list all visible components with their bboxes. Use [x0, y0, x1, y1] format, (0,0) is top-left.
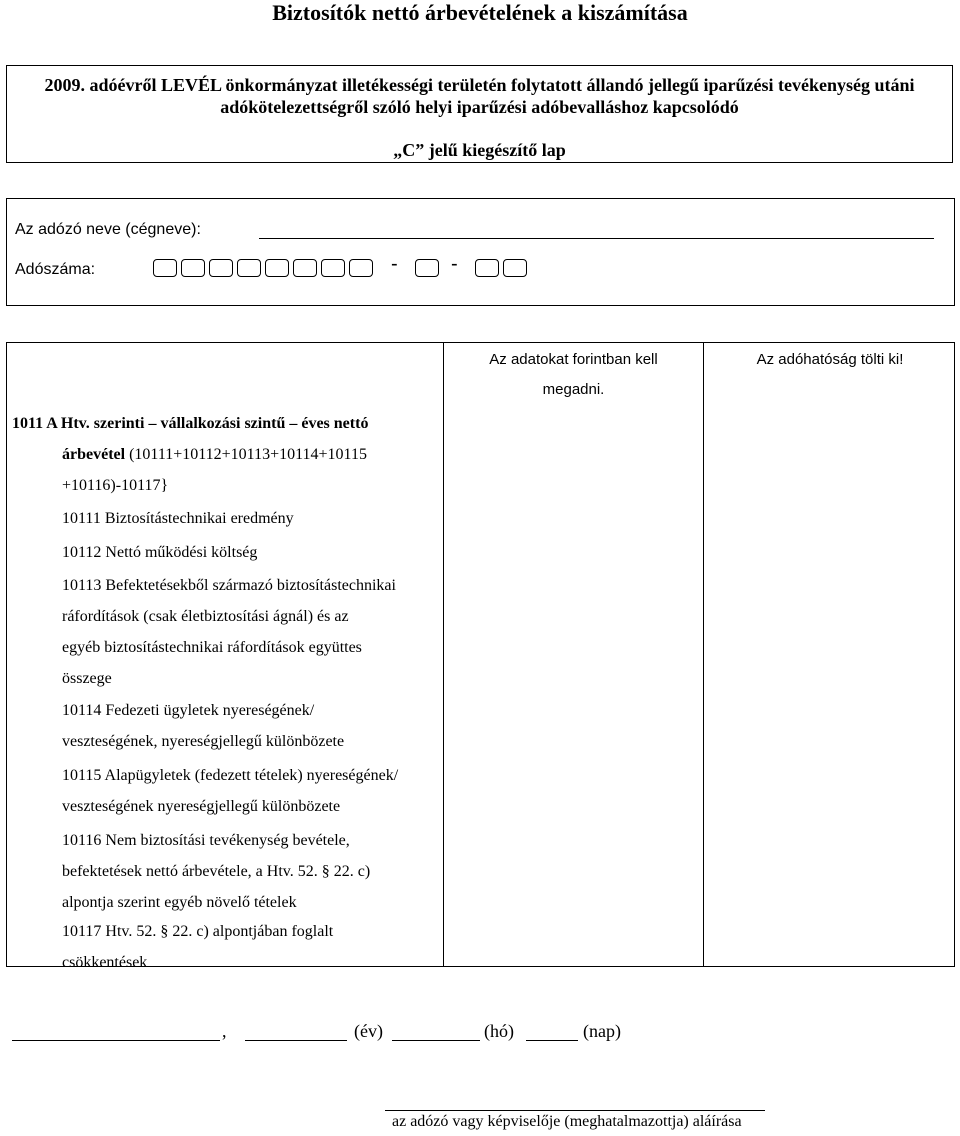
- row-bold-text: 1011 A Htv. szerinti – vállalkozási szintű – éves nettó: [12, 415, 369, 432]
- tax-number-digit-3[interactable]: [209, 259, 233, 277]
- table-row: [62, 537, 447, 568]
- table-row: [62, 916, 447, 978]
- row-text-line: [62, 916, 447, 947]
- row-plain-text: 10111 Biztosítástechnikai eredmény: [62, 510, 294, 527]
- table-row: [62, 503, 447, 534]
- signature-label: az adózó vagy képviselője (meghatalmazottja) aláírása: [392, 1113, 742, 1130]
- row-text-line: [62, 695, 447, 726]
- taxpayer-name-label: Az adózó neve (cégneve):: [15, 221, 201, 238]
- day-field[interactable]: [526, 1040, 578, 1041]
- row-plain-text: 10112 Nettó működési költség: [62, 544, 258, 561]
- row-plain-text: 10114 Fedezeti ügyletek nyereségének/: [62, 702, 315, 719]
- tax-number-label: Adószáma:: [15, 261, 96, 278]
- row-text-line: [62, 760, 447, 791]
- place-field[interactable]: [12, 1040, 220, 1041]
- table-row: [62, 695, 447, 757]
- row-plain-text: egyéb biztosítástechnikai ráfordítások együttes: [62, 639, 362, 656]
- tax-number-vat-digit[interactable]: [415, 259, 439, 277]
- row-text-line: [62, 537, 447, 568]
- tax-number-digit-8[interactable]: [349, 259, 373, 277]
- row-text-line: [62, 632, 447, 663]
- taxpayer-name-field[interactable]: [259, 238, 934, 239]
- forint-header-line-2: megadni.: [542, 381, 605, 398]
- table-row: [12, 408, 442, 501]
- row-plain-text: 10117 Htv. 52. § 22. c) alpontjában foglalt: [62, 923, 334, 940]
- authority-column-header: Az adóhatóság tölti ki!: [756, 351, 904, 368]
- row-plain-text: ráfordítások (csak életbiztosítási ágnál) és az: [62, 608, 349, 625]
- document-title: Biztosítók nettó árbevételének a kiszámítása: [272, 0, 688, 25]
- row-plain-text: (10111+10112+10113+10114+10115: [125, 446, 367, 463]
- tax-number-separator-1: -: [391, 253, 398, 275]
- tax-number-county-digit-2[interactable]: [503, 259, 527, 277]
- row-text-line: [62, 856, 447, 887]
- forint-header-line-1: Az adatokat forintban kell: [489, 351, 658, 368]
- tax-number-digit-4[interactable]: [237, 259, 261, 277]
- form-sheet-title: „C” jelű kiegészítő lap: [393, 140, 566, 160]
- row-text-line: [62, 887, 447, 918]
- row-plain-text: alpontja szerint egyéb növelő tételek: [62, 894, 297, 911]
- row-plain-text: összege: [62, 670, 112, 687]
- row-text-line: [62, 570, 447, 601]
- row-text-line: [62, 503, 447, 534]
- header-line-1: 2009. adóévről LEVÉL önkormányzat illetékességi területén folytatott állandó jellegű iparűzési tevékenység utáni: [44, 75, 915, 95]
- row-text-line: [12, 439, 442, 470]
- tax-number-digit-6[interactable]: [293, 259, 317, 277]
- revenue-table: [6, 342, 955, 971]
- header-box: [6, 65, 953, 163]
- row-plain-text: 10113 Befektetésekből származó biztosítástechnikai: [62, 577, 396, 594]
- row-bold-text: árbevétel: [62, 446, 126, 463]
- tax-number-digit-1[interactable]: [153, 259, 177, 277]
- tax-number-county-digit-1[interactable]: [475, 259, 499, 277]
- row-plain-text: befektetések nettó árbevétele, a Htv. 52. § 22. c): [62, 863, 371, 880]
- tax-number-digit-2[interactable]: [181, 259, 205, 277]
- taxpayer-box: [6, 198, 955, 306]
- month-field[interactable]: [392, 1040, 480, 1041]
- table-row: [62, 760, 447, 822]
- year-label: (év): [354, 1021, 383, 1041]
- row-plain-text: 10116 Nem biztosítási tevékenység bevétele,: [62, 832, 350, 849]
- signature-field[interactable]: [385, 1110, 765, 1111]
- header-line-2: adókötelezettségről szóló helyi iparűzési adóbevalláshoz kapcsolódó: [220, 97, 739, 117]
- row-plain-text: veszteségének nyereségjellegű különbözete: [62, 798, 341, 815]
- row-plain-text: csökkentések: [62, 954, 148, 971]
- row-text-line: [62, 663, 447, 694]
- tax-number-digit-5[interactable]: [265, 259, 289, 277]
- table-row: [62, 570, 447, 694]
- row-plain-text: veszteségének, nyereségjellegű különbözete: [62, 733, 345, 750]
- row-text-line: [62, 825, 447, 856]
- day-label: (nap): [583, 1021, 621, 1041]
- month-label: (hó): [484, 1021, 514, 1041]
- tax-number-separator-2: -: [451, 253, 458, 275]
- row-plain-text: 10115 Alapügyletek (fedezett tételek) nyereségének/: [62, 767, 399, 784]
- row-text-line: [62, 601, 447, 632]
- date-comma: ,: [222, 1021, 227, 1041]
- row-text-line: [62, 791, 447, 822]
- tax-number-digit-7[interactable]: [321, 259, 345, 277]
- row-text-line: [12, 408, 442, 439]
- forint-column-header: [444, 345, 703, 405]
- row-text-line: [62, 726, 447, 757]
- forint-amount-field[interactable]: [444, 405, 702, 965]
- row-plain-text: +10116)-10117}: [62, 477, 169, 494]
- table-row: [62, 825, 447, 918]
- year-field[interactable]: [245, 1040, 347, 1041]
- authority-field: [704, 405, 954, 965]
- row-text-line: [12, 470, 442, 501]
- row-text-line: [62, 947, 447, 978]
